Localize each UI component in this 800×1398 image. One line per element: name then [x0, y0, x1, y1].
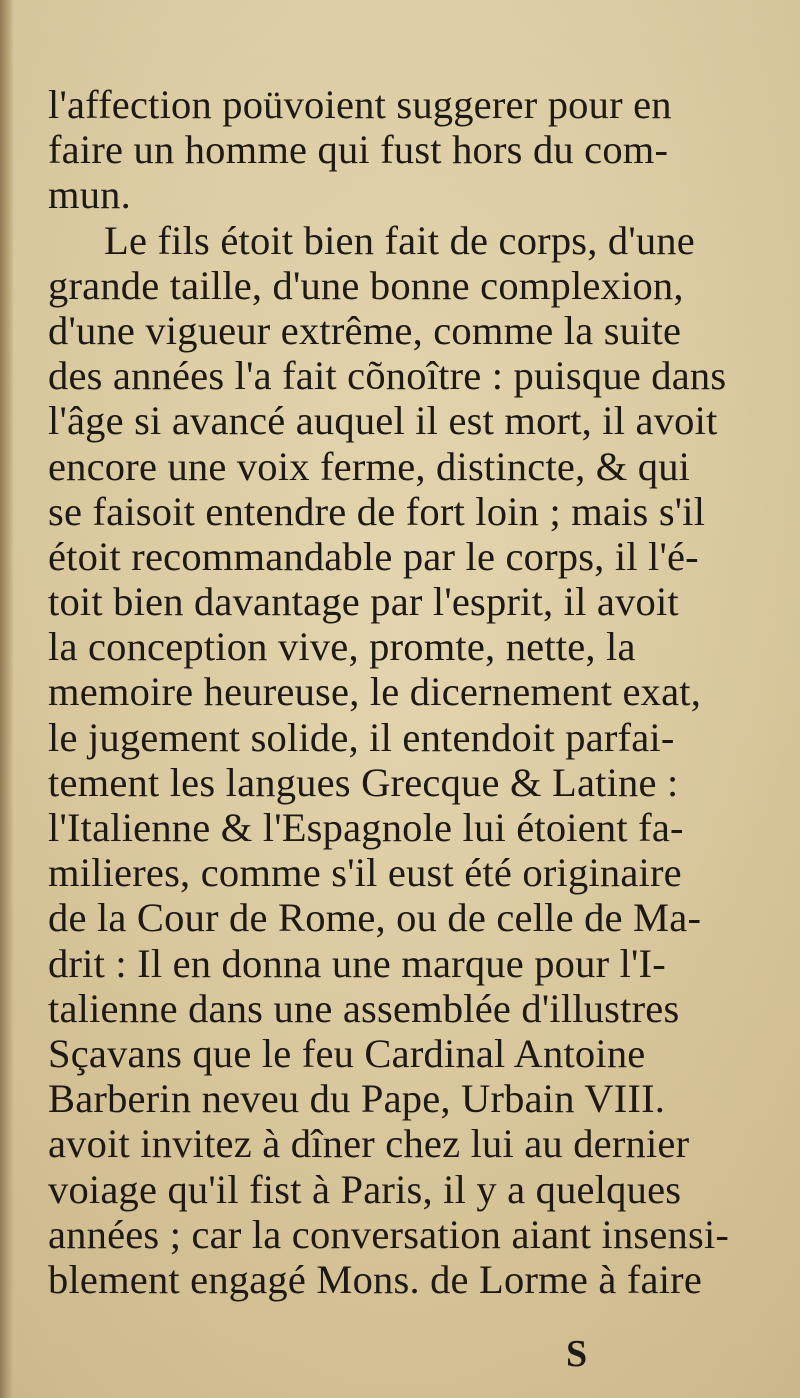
text-line: le jugement solide, il entendoit parfai- — [48, 714, 675, 760]
text-line: faire un homme qui fust hors du com- — [48, 127, 669, 173]
text-line: encore une voix ferme, distincte, & qui — [48, 443, 691, 489]
text-line: années ; car la conversation aiant insensi- — [48, 1211, 730, 1257]
body-text — [48, 82, 748, 1302]
text-line: drit : Il en donna une marque pour l'I- — [48, 940, 666, 986]
text-line: mun. — [48, 172, 131, 218]
text-line: de la Cour de Rome, ou de celle de Ma- — [48, 895, 702, 941]
text-line: voiage qu'il fist à Paris, il y a quelques — [48, 1166, 682, 1212]
text-line: l'Italienne & l'Espagnole lui étoient fa- — [48, 805, 684, 850]
text-line: tement les langues Grecque & Latine : — [48, 759, 679, 805]
text-line: memoire heureuse, le dicernement exat, — [48, 669, 702, 715]
text-line: l'affection poüvoient suggerer pour en — [48, 82, 672, 127]
text-line: grande taille, d'une bonne complexion, — [48, 262, 684, 308]
text-line: se faisoit entendre de fort loin ; mais s'il — [48, 488, 706, 534]
text-line: toit bien davantage par l'esprit, il avoit — [48, 579, 679, 625]
text-line: milieres, comme s'il eust été originaire — [48, 850, 682, 896]
text-line: talienne dans une assemblée d'illustres — [48, 985, 680, 1031]
text-line: avoit invitez à dîner chez lui au dernier — [48, 1121, 690, 1167]
text-line: Sçavans que le feu Cardinal Antoine — [48, 1030, 646, 1076]
text-line: des années l'a fait cõnoître : puisque dans — [48, 353, 727, 399]
text-line: blement engagé Mons. de Lorme à faire — [48, 1256, 703, 1302]
text-line: l'âge si avancé auquel il est mort, il avoit — [48, 398, 718, 444]
text-line: Barberin neveu du Pape, Urbain VIII. — [48, 1076, 666, 1122]
text-line: d'une vigueur extrême, comme la suite — [48, 307, 682, 353]
text-line: la conception vive, promte, nette, la — [48, 624, 636, 670]
signature-mark: S — [566, 1333, 588, 1375]
paragraph-start-line: Le fils étoit bien fait de corps, d'une — [104, 217, 695, 263]
page-gutter — [0, 0, 14, 1398]
text-line: étoit recommandable par le corps, il l'é- — [48, 533, 699, 579]
